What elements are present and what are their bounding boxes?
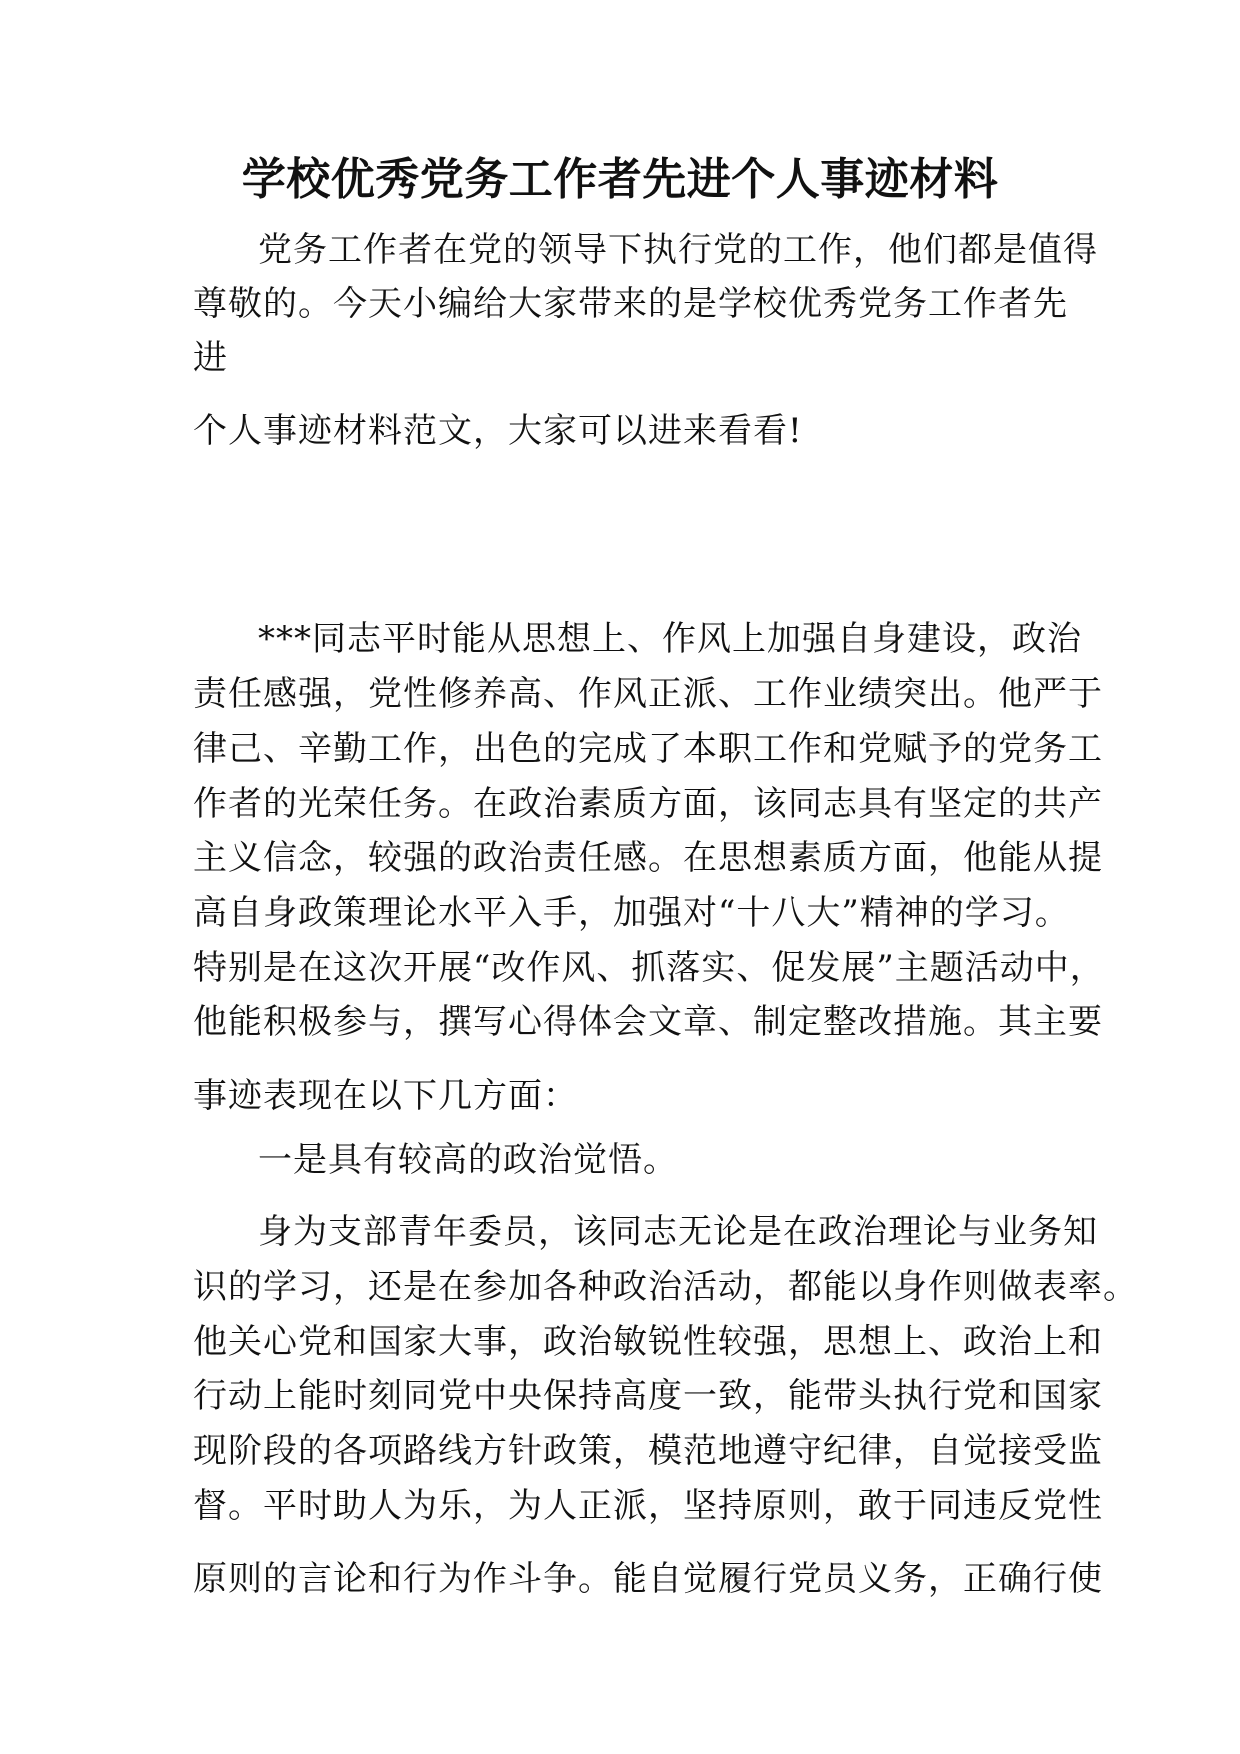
paragraph-line: 他关心党和国家大事，政治敏锐性较强，思想上、政治上和 (193, 1322, 1103, 1362)
paragraph-line: 识的学习，还是在参加各种政治活动，都能以身作则做表率。 (193, 1267, 1138, 1307)
paragraph-line: ***同志平时能从思想上、作风上加强自身建设，政治 (258, 619, 1082, 659)
paragraph-line: 督。平时助人为乐，为人正派，坚持原则，敢于同违反党性 (193, 1486, 1103, 1526)
paragraph-line: 原则的言论和行为作斗争。能自觉履行党员义务，正确行使 (193, 1559, 1103, 1599)
paragraph-line: 特别是在这次开展“改作风、抓落实、促发展”主题活动中， (193, 948, 1105, 988)
paragraph-line: 进 (193, 338, 228, 378)
paragraph-line: 现阶段的各项路线方针政策，模范地遵守纪律，自觉接受监 (193, 1431, 1103, 1471)
paragraph-line: 党务工作者在党的领导下执行党的工作，他们都是值得 (258, 230, 1098, 270)
paragraph-line: 律己、辛勤工作，出色的完成了本职工作和党赋予的党务工 (193, 729, 1103, 769)
paragraph-line: 事迹表现在以下几方面： (193, 1076, 578, 1116)
paragraph-line: 主义信念，较强的政治责任感。在思想素质方面，他能从提 (193, 838, 1103, 878)
paragraph-line: 身为支部青年委员，该同志无论是在政治理论与业务知 (258, 1212, 1098, 1252)
paragraph-line: 责任感强，党性修养高、作风正派、工作业绩突出。他严于 (193, 674, 1103, 714)
paragraph-line: 高自身政策理论水平入手，加强对“十八大”精神的学习。 (193, 893, 1070, 933)
paragraph-line: 作者的光荣任务。在政治素质方面，该同志具有坚定的共产 (193, 784, 1103, 824)
paragraph-line: 个人事迹材料范文，大家可以进来看看! (193, 411, 803, 451)
paragraph-line: 一是具有较高的政治觉悟。 (258, 1140, 678, 1180)
document-title: 学校优秀党务工作者先进个人事迹材料 (241, 154, 999, 205)
paragraph-line: 尊敬的。今天小编给大家带来的是学校优秀党务工作者先 (193, 284, 1068, 324)
paragraph-line: 他能积极参与，撰写心得体会文章、制定整改措施。其主要 (193, 1002, 1103, 1042)
paragraph-line: 行动上能时刻同党中央保持高度一致，能带头执行党和国家 (193, 1376, 1103, 1416)
